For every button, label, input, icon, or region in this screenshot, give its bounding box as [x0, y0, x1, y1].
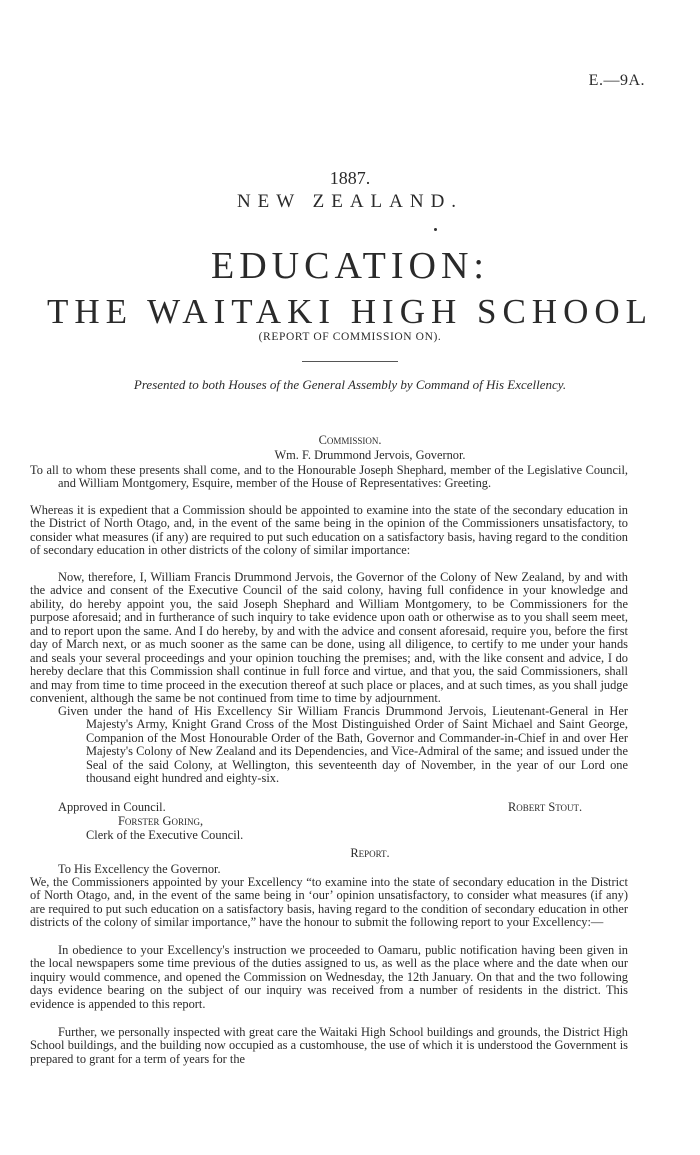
- clerk-title: Clerk of the Executive Council.: [86, 828, 244, 842]
- report-paragraph-2: In obedience to your Excellency's instruction we proceeded to Oamaru, public notification having been given in the local newspapers some time previous of the duties assigned to us, as well as the place where and the date when our inquiry would commence, and opened the Commission on Wednesday, the 12th January. On that and the two following days evidence bearing on the subject of our inquiry was received from a number of residents in the district. This evidence is appended to this report.: [30, 943, 628, 1011]
- commission-appointment: Now, therefore, I, William Francis Drummond Jervois, the Governor of the Colony of New Zealand, by and with the advice and consent of the Executive Council of the said colony, having full confidence in your knowledge and ability, do hereby appoint you, the said Joseph Shephard and William Montgomery, to be Commissioners for the purpose aforesaid; and in furtherance of such inquiry to take evidence upon oath or otherwise as to you shall seem meet, and to report upon the same. And I do hereby, by and with the advice and consent aforesaid, require you, before the first day of March next, or as much sooner as the same can be done, using all diligence, to certify to me under your hands and seals your several proceedings and your opinion touching the premises; and, with the like consent and advice, I do hereby declare that this Commission shall continue in full force and virtue, and that you, the said Commissioners, shall and may from time to time proceed in the execution thereof at such place or places, and at such times, as you shall judge convenient, although the same be not continued from time to time by adjournment.: [30, 570, 628, 706]
- document-subject: THE WAITAKI HIGH SCHOOL: [46, 292, 654, 331]
- report-heading: Report.: [350, 846, 390, 860]
- commission-whereas: Whereas it is expedient that a Commission should be appointed to examine into the state of the secondary education in the District of North Otago, and, in the event of the same being in the opinion of the Commissioners unsatisfactory, to consider what measures (if any) are required to put such education on a satisfactory basis, having regard to the condition of secondary education in other districts of the colony of similar importance:: [30, 503, 628, 558]
- country-heading: NEW ZEALAND.: [236, 191, 464, 212]
- ornament-dot: [434, 228, 437, 231]
- document-year: 1887.: [329, 168, 371, 188]
- commission-given-under-hand: Given under the hand of His Excellency Sir William Francis Drummond Jervois, Lieutenant-General in Her Majesty's Army, Knight Grand Cross of the Most Distinguished Order of Saint Michael and Saint George, Companion of the Most Honourable Order of the Bath, Governor and Commander-in-Chief in and over Her Majesty's Colony of New Zealand and its Dependencies, and Vice-Admiral of the same; and issued under the Seal of the said Colony, at Wellington, this seventeenth day of November, in the year of our Lord one thousand eight hundred and eighty-six.: [58, 704, 628, 786]
- approved-in-council: Approved in Council.: [58, 800, 166, 814]
- presentation-line: Presented to both Houses of the General Assembly by Command of His Excellency.: [133, 377, 567, 392]
- report-addressee: To His Excellency the Governor.: [58, 862, 221, 876]
- report-paragraph-3: Further, we personally inspected with great care the Waitaki High School buildings and grounds, the District High School buildings, and the building now occupied as a customhouse, the use of which it is understood the Government is prepared to grant for a term of years for the: [30, 1025, 628, 1066]
- governor-signature: Wm. F. Drummond Jervois, Governor.: [274, 448, 466, 462]
- commission-heading: Commission.: [318, 433, 382, 447]
- document-subtitle: (REPORT OF COMMISSION ON).: [258, 331, 442, 343]
- clerk-name: Forster Goring,: [118, 814, 204, 828]
- document-reference: E.—9A.: [588, 72, 645, 89]
- header-divider: [302, 361, 398, 362]
- document-title: EDUCATION:: [211, 245, 489, 287]
- report-paragraph-1: We, the Commissioners appointed by your Excellency “to examine into the state of secondary education in the District of North Otago, and, in the event of the same being in ‘our’ opinion unsatisfactory, to consider what measures (if any) are required to put such education on a satisfactory basis, having regard to the condition of secondary education in other districts of the colony of similar importance,” have the honour to submit the following report to your Excellency:—: [30, 875, 628, 930]
- commission-address: To all to whom these presents shall come, and to the Honourable Joseph Shephard, member of the Legislative Council, and William Montgomery, Esquire, member of the House of Representatives: Greeting.: [30, 463, 628, 491]
- premier-signature: Robert Stout.: [508, 800, 583, 814]
